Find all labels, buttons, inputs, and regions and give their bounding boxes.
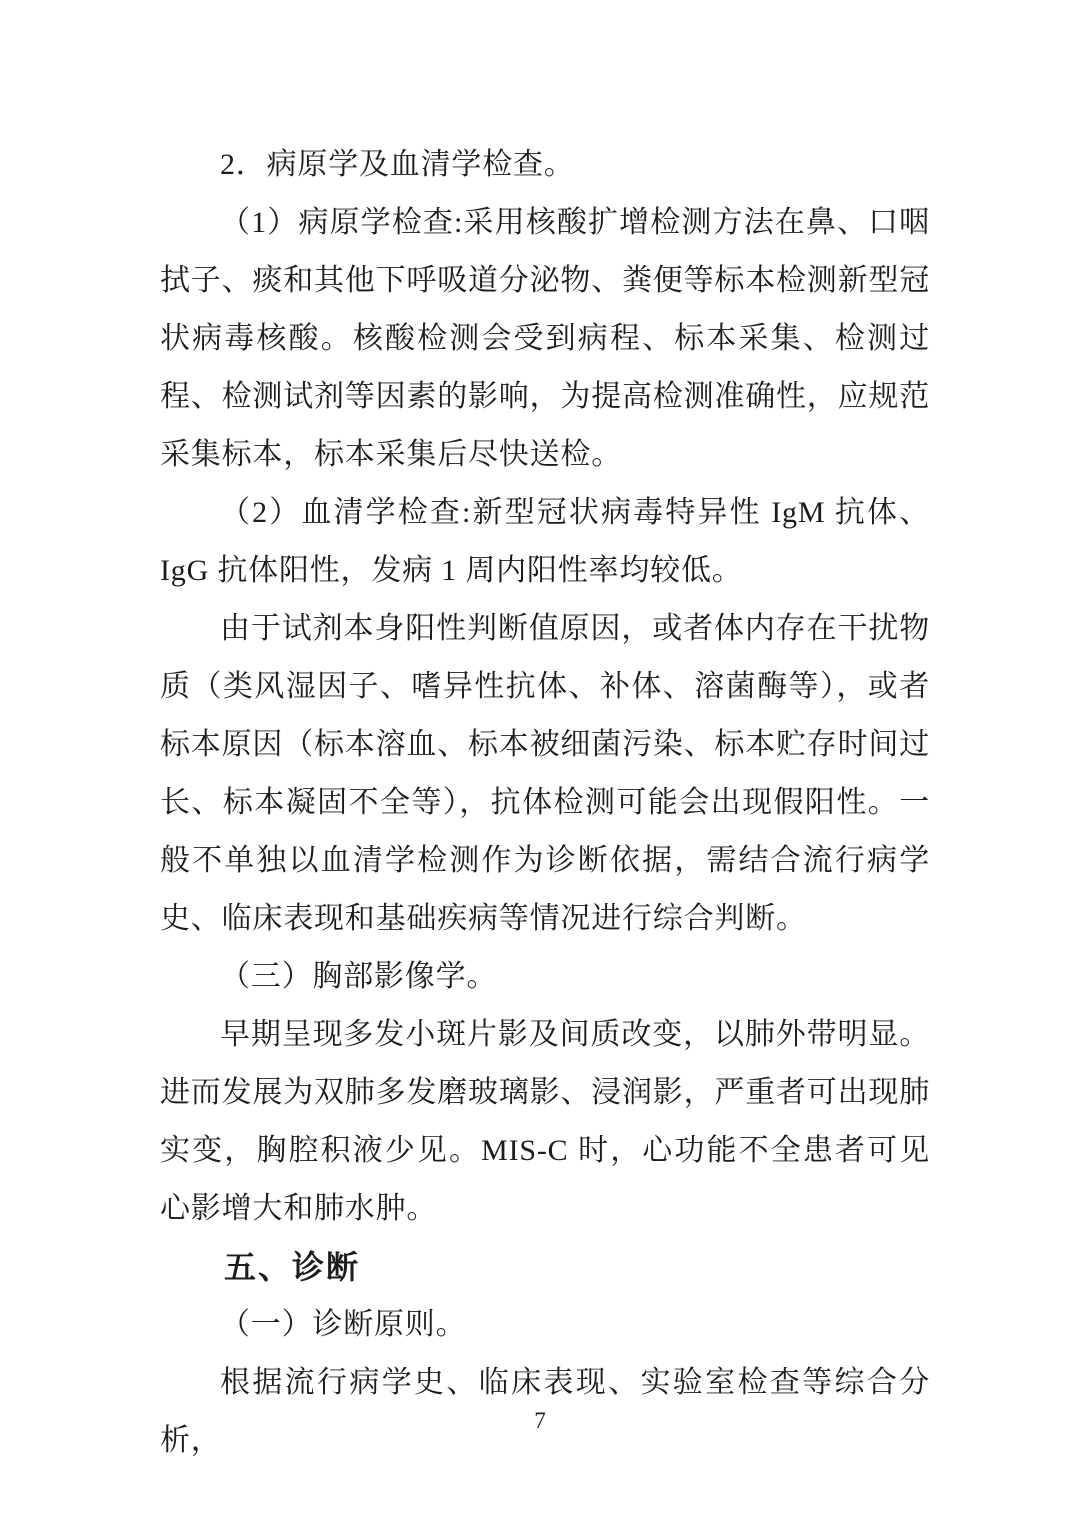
paragraph-false-positive: 由于试剂本身阳性判断值原因，或者体内存在干扰物质（类风湿因子、嗜异性抗体、补体、溶菌酶等），或者标本原因（标本溶血、标本被细菌污染、标本贮存时间过长、标本凝固不全等），抗体检测可能会出现假阳性。一般不单独以血清学检测作为诊断依据，需结合流行病学史、临床表现和基础疾病等情况进行综合判断。 xyxy=(160,612,930,935)
subheading-diagnosis-principle: （一）诊断原则。 xyxy=(220,1308,467,1341)
paragraph-serology-test: （2）血清学检查:新型冠状病毒特异性 IgM 抗体、IgG 抗体阳性，发病 1 周内阳性率均较低。 xyxy=(160,496,930,587)
subheading-chest-imaging: （三）胸部影像学。 xyxy=(220,960,498,993)
paragraph-imaging-findings: 早期呈现多发小斑片影及间质改变，以肺外带明显。进而发展为双肺多发磨玻璃影、浸润影，严重者可出现肺实变，胸腔积液少见。MIS-C 时，心功能不全患者可见心影增大和肺水肿。 xyxy=(160,1018,930,1225)
page-number: 7 xyxy=(534,1408,546,1433)
heading-diagnosis: 五、诊断 xyxy=(224,1249,361,1285)
paragraph-exam-title: 2．病原学及血清学检查。 xyxy=(220,148,575,181)
paragraph-diagnosis-basis: 根据流行病学史、临床表现、实验室检查等综合分析， xyxy=(160,1366,930,1457)
document-body xyxy=(160,136,930,1470)
paragraph-pathogen-test: （1）病原学检查:采用核酸扩增检测方法在鼻、口咽拭子、痰和其他下呼吸道分泌物、粪便等标本检测新型冠状病毒核酸。核酸检测会受到病程、标本采集、检测过程、检测试剂等因素的影响，为提高检测准确性，应规范采集标本，标本采集后尽快送检。 xyxy=(160,206,930,471)
